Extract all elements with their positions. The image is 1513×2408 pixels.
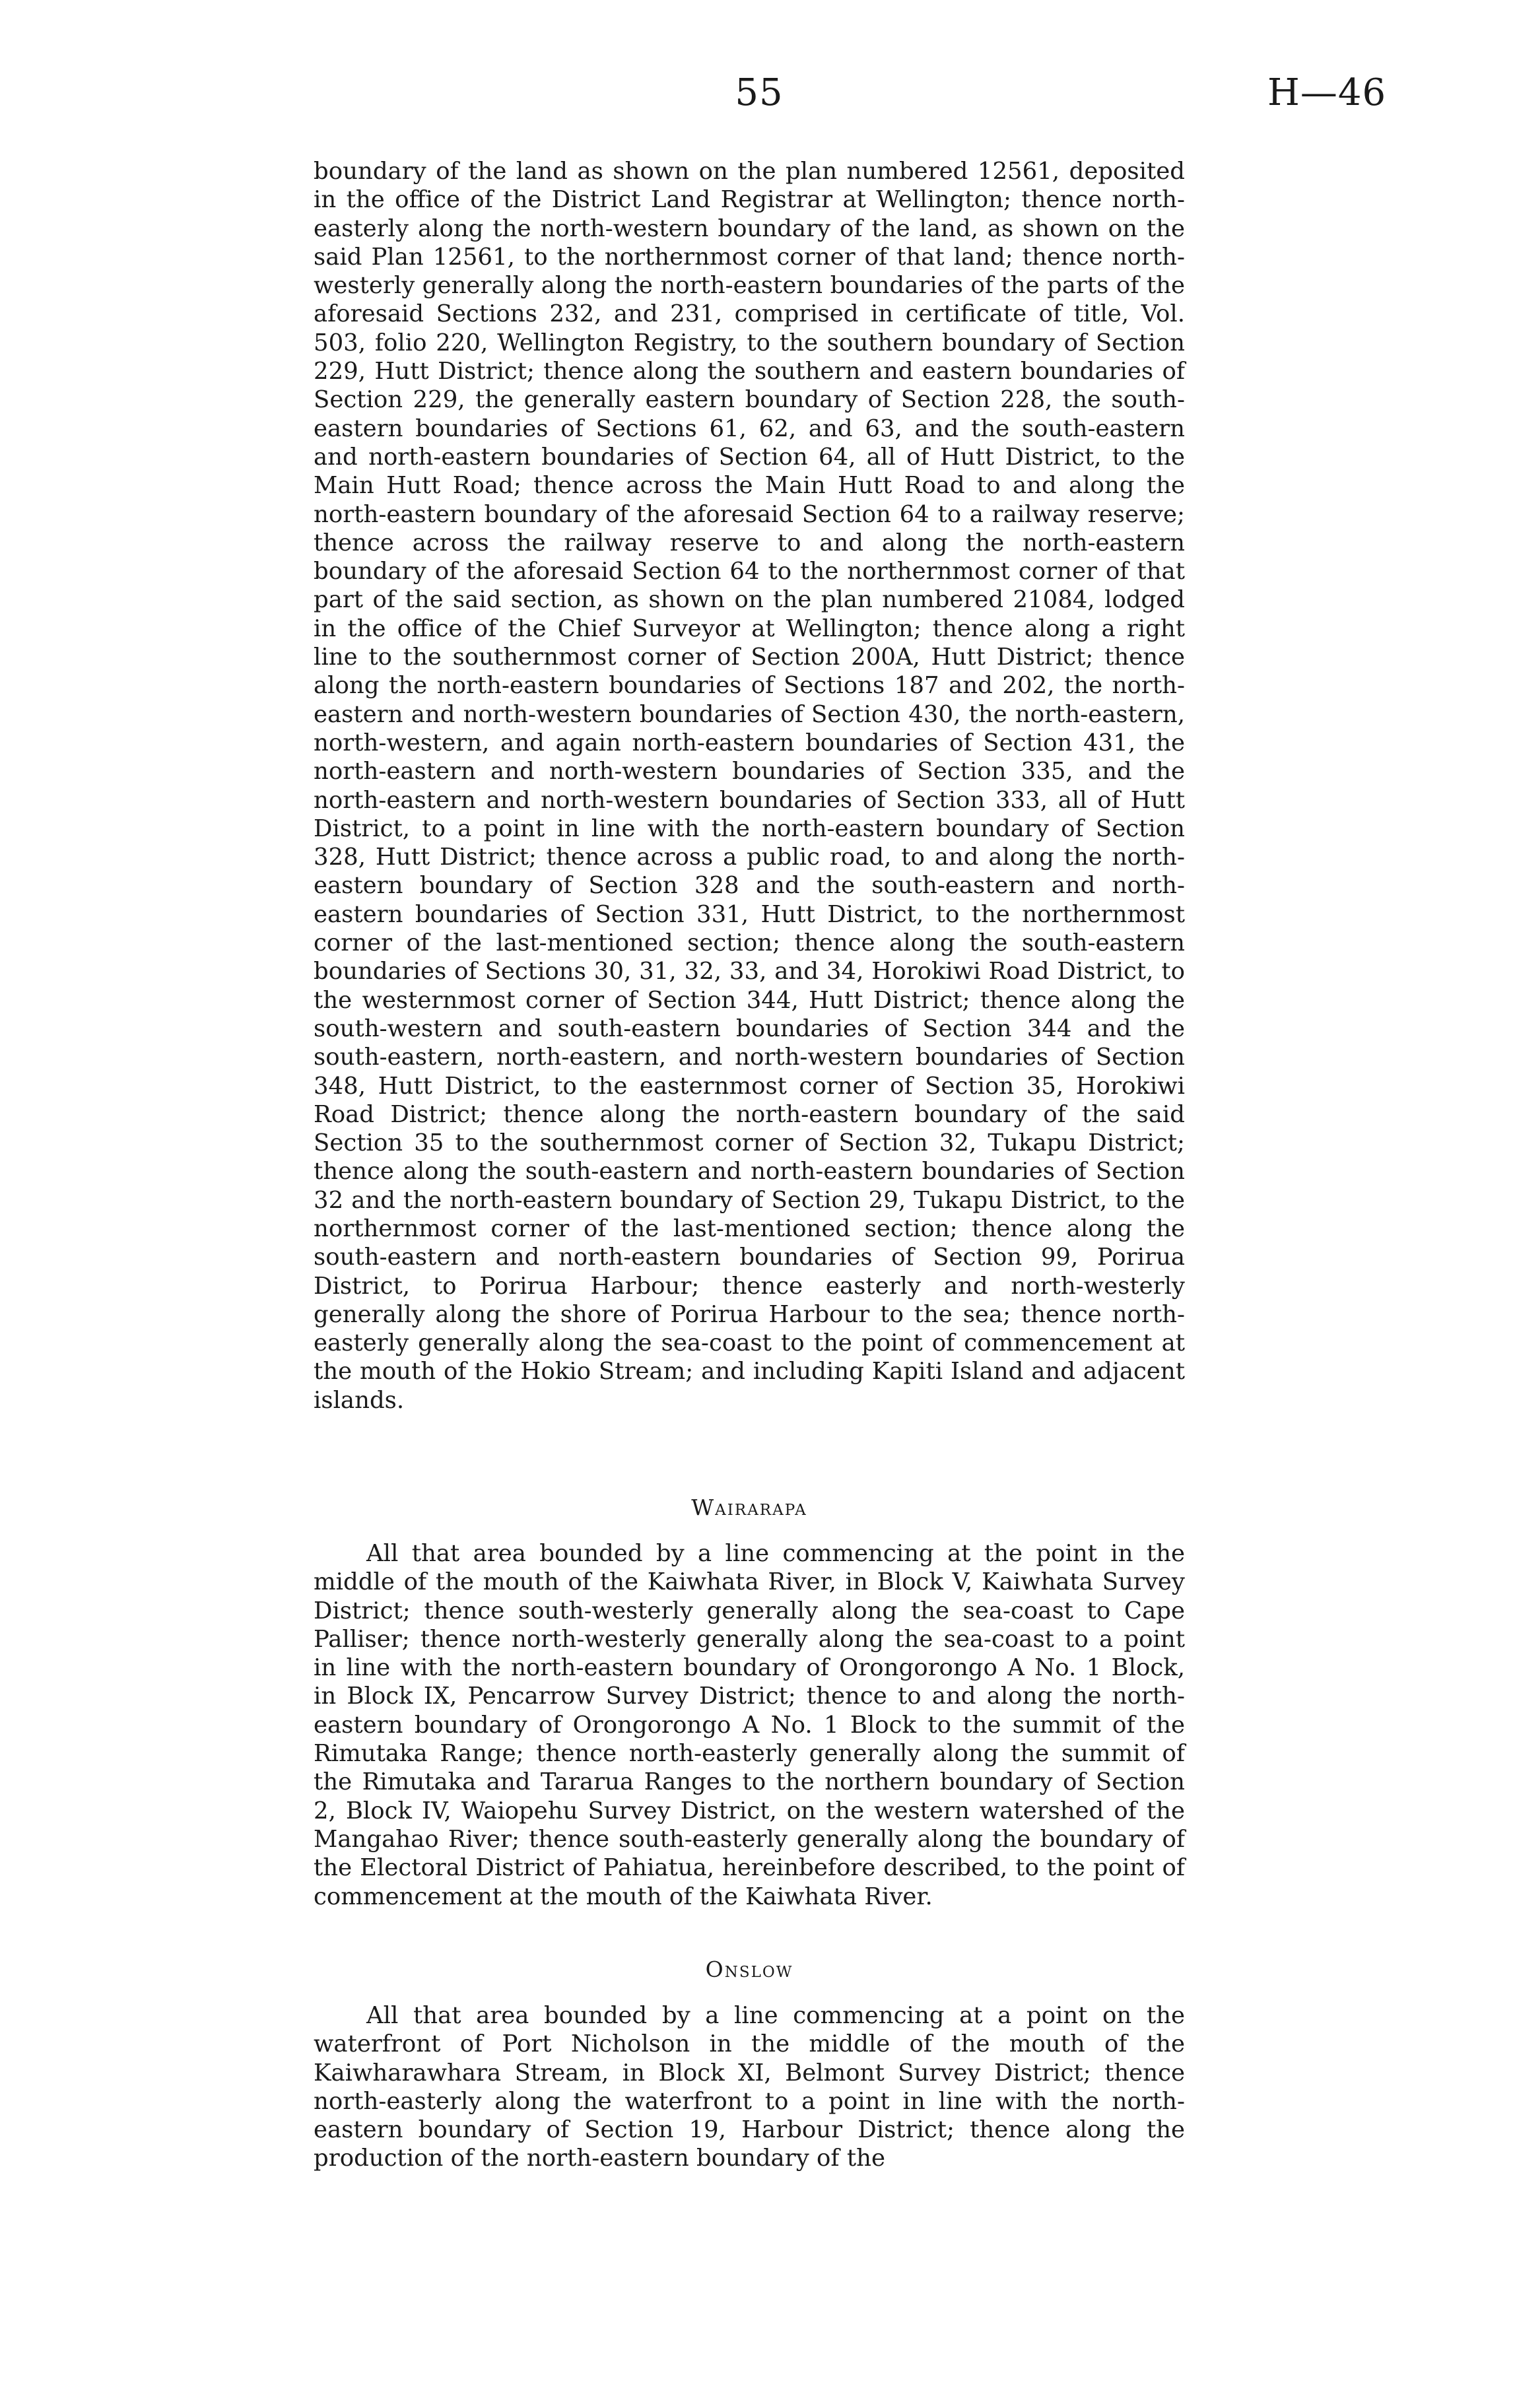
paragraph-continuation: boundary of the land as shown on the plan numbered 12561, deposited in the office of the District Land Registrar at Wellington; thence north-easterly along the north-western boundary of the land, as shown on the said Plan 12561, to the northernmost corner of that land; thence north-westerly generally along the north-eastern boundaries of the parts of the aforesaid Sections 232, and 231, comprised in certificate of title, Vol. 503, folio 220, Wellington Registry, to the southern boundary of Section 229, Hutt District; thence along the southern and eastern boundaries of Section 229, the generally eastern boundary of Section 228, the south-eastern boundaries of Sections 61, 62, and 63, and the south-eastern and north-eastern boundaries of Section 64, all of Hutt District, to the Main Hutt Road; thence across the Main Hutt Road to and along the north-eastern boundary of the aforesaid Section 64 to a railway reserve; thence across the railway reserve to and along the north-eastern boundary of the aforesaid Section 64 to the northernmost corner of that part of the said section, as shown on the plan numbered 21084, lodged in the office of the Chief Surveyor at Wellington; thence along a right line to the southernmost corner of Section 200A, Hutt District; thence along the north-eastern boundaries of Sections 187 and 202, the north-eastern and north-western boundaries of Section 430, the north-eastern, north-western, and again north-eastern boundaries of Section 431, the north-eastern and north-western boundaries of Section 335, and the north-eastern and north-western boundaries of Section 333, all of Hutt District, to a point in line with the north-eastern boundary of Section 328, Hutt District; thence across a public road, to and along the north-eastern boundary of Section 328 and the south-eastern and north-eastern boundaries of Section 331, Hutt District, to the northernmost corner of the last-mentioned section; thence along the south-eastern boundaries of Sections 30, 31, 32, 33, and 34, Horokiwi Road District, to the westernmost corner of Section 344, Hutt District; thence along the south-western and south-eastern boundaries of Section 344 and the south-eastern, north-eastern, and north-western boundaries of Section 348, Hutt District, to the easternmost corner of Section 35, Horokiwi Road District; thence along the north-eastern boundary of the said Section 35 to the southernmost corner of Section 32, Tukapu District; thence along the south-eastern and north-eastern boundaries of Section 32 and the north-eastern boundary of Section 29, Tukapu District, to the northernmost corner of the last-mentioned section; thence along the south-eastern and north-eastern boundaries of Section 99, Porirua District, to Porirua Harbour; thence easterly and north-westerly generally along the shore of Porirua Harbour to the sea; thence north-easterly generally along the sea-coast to the point of commencement at the mouth of the Hokio Stream; and including Kapiti Island and adjacent islands. bbox=[314, 158, 1185, 1414]
paragraph-onslow: All that area bounded by a line commencing at a point on the waterfront of Port Nicholson in the middle of the mouth of the Kaiwharawhara Stream, in Block XI, Belmont Survey District; thence north-easterly along the waterfront to a point in line with the north-eastern boundary of Section 19, Harbour District; thence along the production of the north-eastern boundary of the bbox=[314, 2002, 1185, 2172]
section-heading-onslow: Onslow bbox=[705, 1956, 793, 1982]
section-heading-wairarapa: Wairarapa bbox=[691, 1494, 807, 1520]
page-number: 55 bbox=[735, 71, 784, 114]
paragraph-wairarapa: All that area bounded by a line commencing at the point in the middle of the mouth of the Kaiwhata River, in Block V, Kaiwhata Survey District; thence south-westerly generally along the sea-coast to Cape Palliser; thence north-westerly generally along the sea-coast to a point in line with the north-eastern boundary of Orongorongo A No. 1 Block, in Block IX, Pencarrow Survey District; thence to and along the north-eastern boundary of Orongorongo A No. 1 Block to the summit of the Rimutaka Range; thence north-easterly generally along the summit of the Rimutaka and Tararua Ranges to the northern boundary of Section 2, Block IV, Waiopehu Survey District, on the western watershed of the Mangahao River; thence south-easterly generally along the boundary of the Electoral District of Pahiatua, hereinbefore described, to the point of commencement at the mouth of the Kaiwhata River. bbox=[314, 1540, 1185, 1910]
document-reference: H—46 bbox=[1267, 71, 1387, 114]
